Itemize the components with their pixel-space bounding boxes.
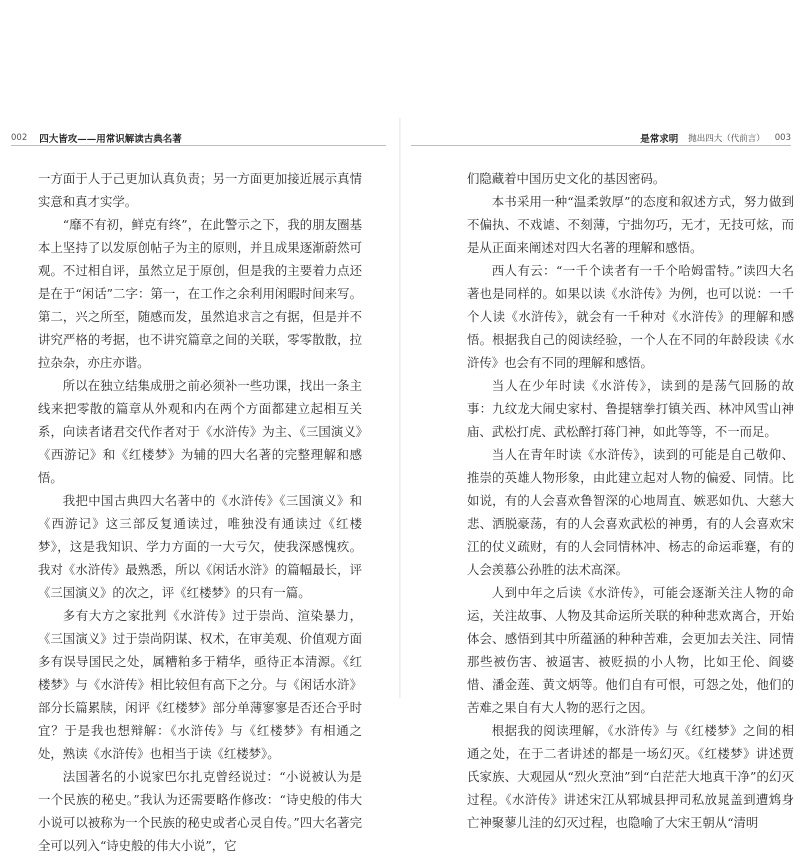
left-paragraph-1: 一方面于人于己更加认真负责；另一方面更加接近展示真情实意和真才实学。	[38, 171, 362, 209]
left-paragraph-3: 所以在独立结集成册之前必须补一些功课，找出一条主线来把零散的篇章从外观和内在两个方面都建立起相互关系，向读者诸君交代作者对于《水浒传》为主、《三国演义》《西游记》和《红楼梦》为辅的四大名著的完整理解和感悟。	[38, 378, 362, 485]
left-page-number: 002	[11, 133, 28, 143]
right-paragraph-7: 根据我的阅读理解，《水浒传》与《红楼梦》之间的相通之处，在于二者讲述的都是一场幻灭。《红楼梦》讲述贾氏家族、大观园从“烈火烹油”到“白茫茫大地真干净”的幻灭过程。《水浒传》讲述宋江从郓城县押司私放晁盖到遭鸩身亡神聚蓼儿洼的幻灭过程，也隐喻了大宋王朝从“清明	[467, 723, 794, 830]
right-paragraph-4: 当人在少年时读《水浒传》，读到的是荡气回肠的故事：九纹龙大闹史家村、鲁提辖拳打镇关西、林冲风雪山神庙、武松打虎、武松醉打蒋门神，如此等等，不一而足。	[467, 378, 794, 439]
right-header-rule	[411, 145, 791, 146]
left-header-title: 四大皆攻——用常识解读古典名著	[39, 134, 182, 145]
right-paragraph-1: 们隐藏着中国历史文化的基因密码。	[467, 171, 666, 186]
right-paragraph-3: 西人有云：“一千个读者有一千个哈姆雷特。”读四大名著也是同样的。如果以读《水浒传》为例，也可以说：一千个人读《水浒传》，就会有一千种对《水浒传》的理解和感悟。根据我自己的阅读经验，一个人在不同的年龄段读《水浒传》也会有不同的理解和感悟。	[467, 263, 794, 370]
left-header-rule	[11, 145, 386, 146]
right-paragraph-6: 人到中年之后读《水浒传》，可能会逐渐关注人物的命运，关注故事、人物及其命运所关联的种种悲欢离合，开始体会、感悟到其中所蕴涵的种种苦难，会更加去关注、同情那些被伤害、被逼害、被贬损的小人物，比如王伦、阎婆惜、潘金莲、黄文炳等。他们自有可恨，可怨之处，他们的苦难之果自有大人物的恶行之因。	[467, 585, 794, 715]
right-header-title: 是常求明	[640, 134, 679, 145]
left-page	[0, 0, 399, 853]
left-running-header	[11, 131, 182, 145]
left-paragraph-4: 我把中国古典四大名著中的《水浒传》《三国演义》和《西游记》这三部反复通读过，唯独没有通读过《红楼梦》，这是我知识、学力方面的一大亏欠，使我深感愧疚。我对《水浒传》最熟悉，所以《闲话水浒》的篇幅最长，评《三国演义》的次之，评《红楼梦》的只有一篇。	[38, 493, 362, 600]
right-page-number: 003	[774, 133, 791, 143]
left-paragraph-5: 多有大方之家批判《水浒传》过于崇尚、渲染暴力，《三国演义》过于崇尚阴谋、权术，在审美观、价值观方面多有误导国民之处，属糟粕多于精华，亟待正本清源。《红楼梦》与《水浒传》相比较但有高下之分。与《闲话水浒》部分长篇累牍，闲评《红楼梦》部分单薄寥寥是否还合乎时宜？于是我也想辩解：《水浒传》与《红楼梦》有相通之处，熟读《水浒传》也相当于读《红楼梦》。	[38, 608, 362, 761]
right-paragraph-5: 当人在青年时读《水浒传》，读到的可能是自己敬仰、推崇的英雄人物形象，由此建立起对人物的偏爱、同情。比如说，有的人会喜欢鲁智深的心地周直、嫉恶如仇、大慈大悲、洒脱豪荡，有的人会喜欢武松的神勇，有的人会喜欢宋江的仗义疏财，有的人会同情林冲、杨志的命运乖蹇，有的人会羡慕公孙胜的法术高深。	[467, 447, 794, 577]
right-header-subtitle: 抛出四大（代前言）	[688, 134, 765, 144]
left-body-text	[38, 167, 362, 857]
left-paragraph-2: “靡不有初，鲜克有终”，在此警示之下，我的朋友圈基本上坚持了以发原创帖子为主的原则，并且成果逐渐蔚然可观。不过相自评，虽然立足于原创，但是我的主要着力点还是在于“闲话”二字：第一，在工作之余利用闲暇时间来写。第二，兴之所至，随感而发，虽然追求言之有据，但是并不讲究严格的考据，也不讲究篇章之间的关联，零零散散，拉拉杂杂，亦庄亦谐。	[38, 217, 362, 370]
right-page	[401, 0, 800, 830]
right-paragraph-2: 本书采用一种“温柔敦厚”的态度和叙述方式，努力做到不偏执、不戏谑、不刻薄，宁拙勿巧，无才，无技可炫，而是从正面来阐述对四大名著的理解和感悟。	[467, 194, 794, 255]
right-body-text	[467, 167, 794, 834]
right-running-header	[640, 131, 791, 145]
left-paragraph-6: 法国著名的小说家巴尔扎克曾经说过：“小说被认为是一个民族的秘史。”我认为还需要略作修改：“诗史般的伟大小说可以被称为一个民族的秘史或者心灵自传。”四大名著完全可以列入“诗史般的伟大小说”，它	[38, 769, 362, 853]
